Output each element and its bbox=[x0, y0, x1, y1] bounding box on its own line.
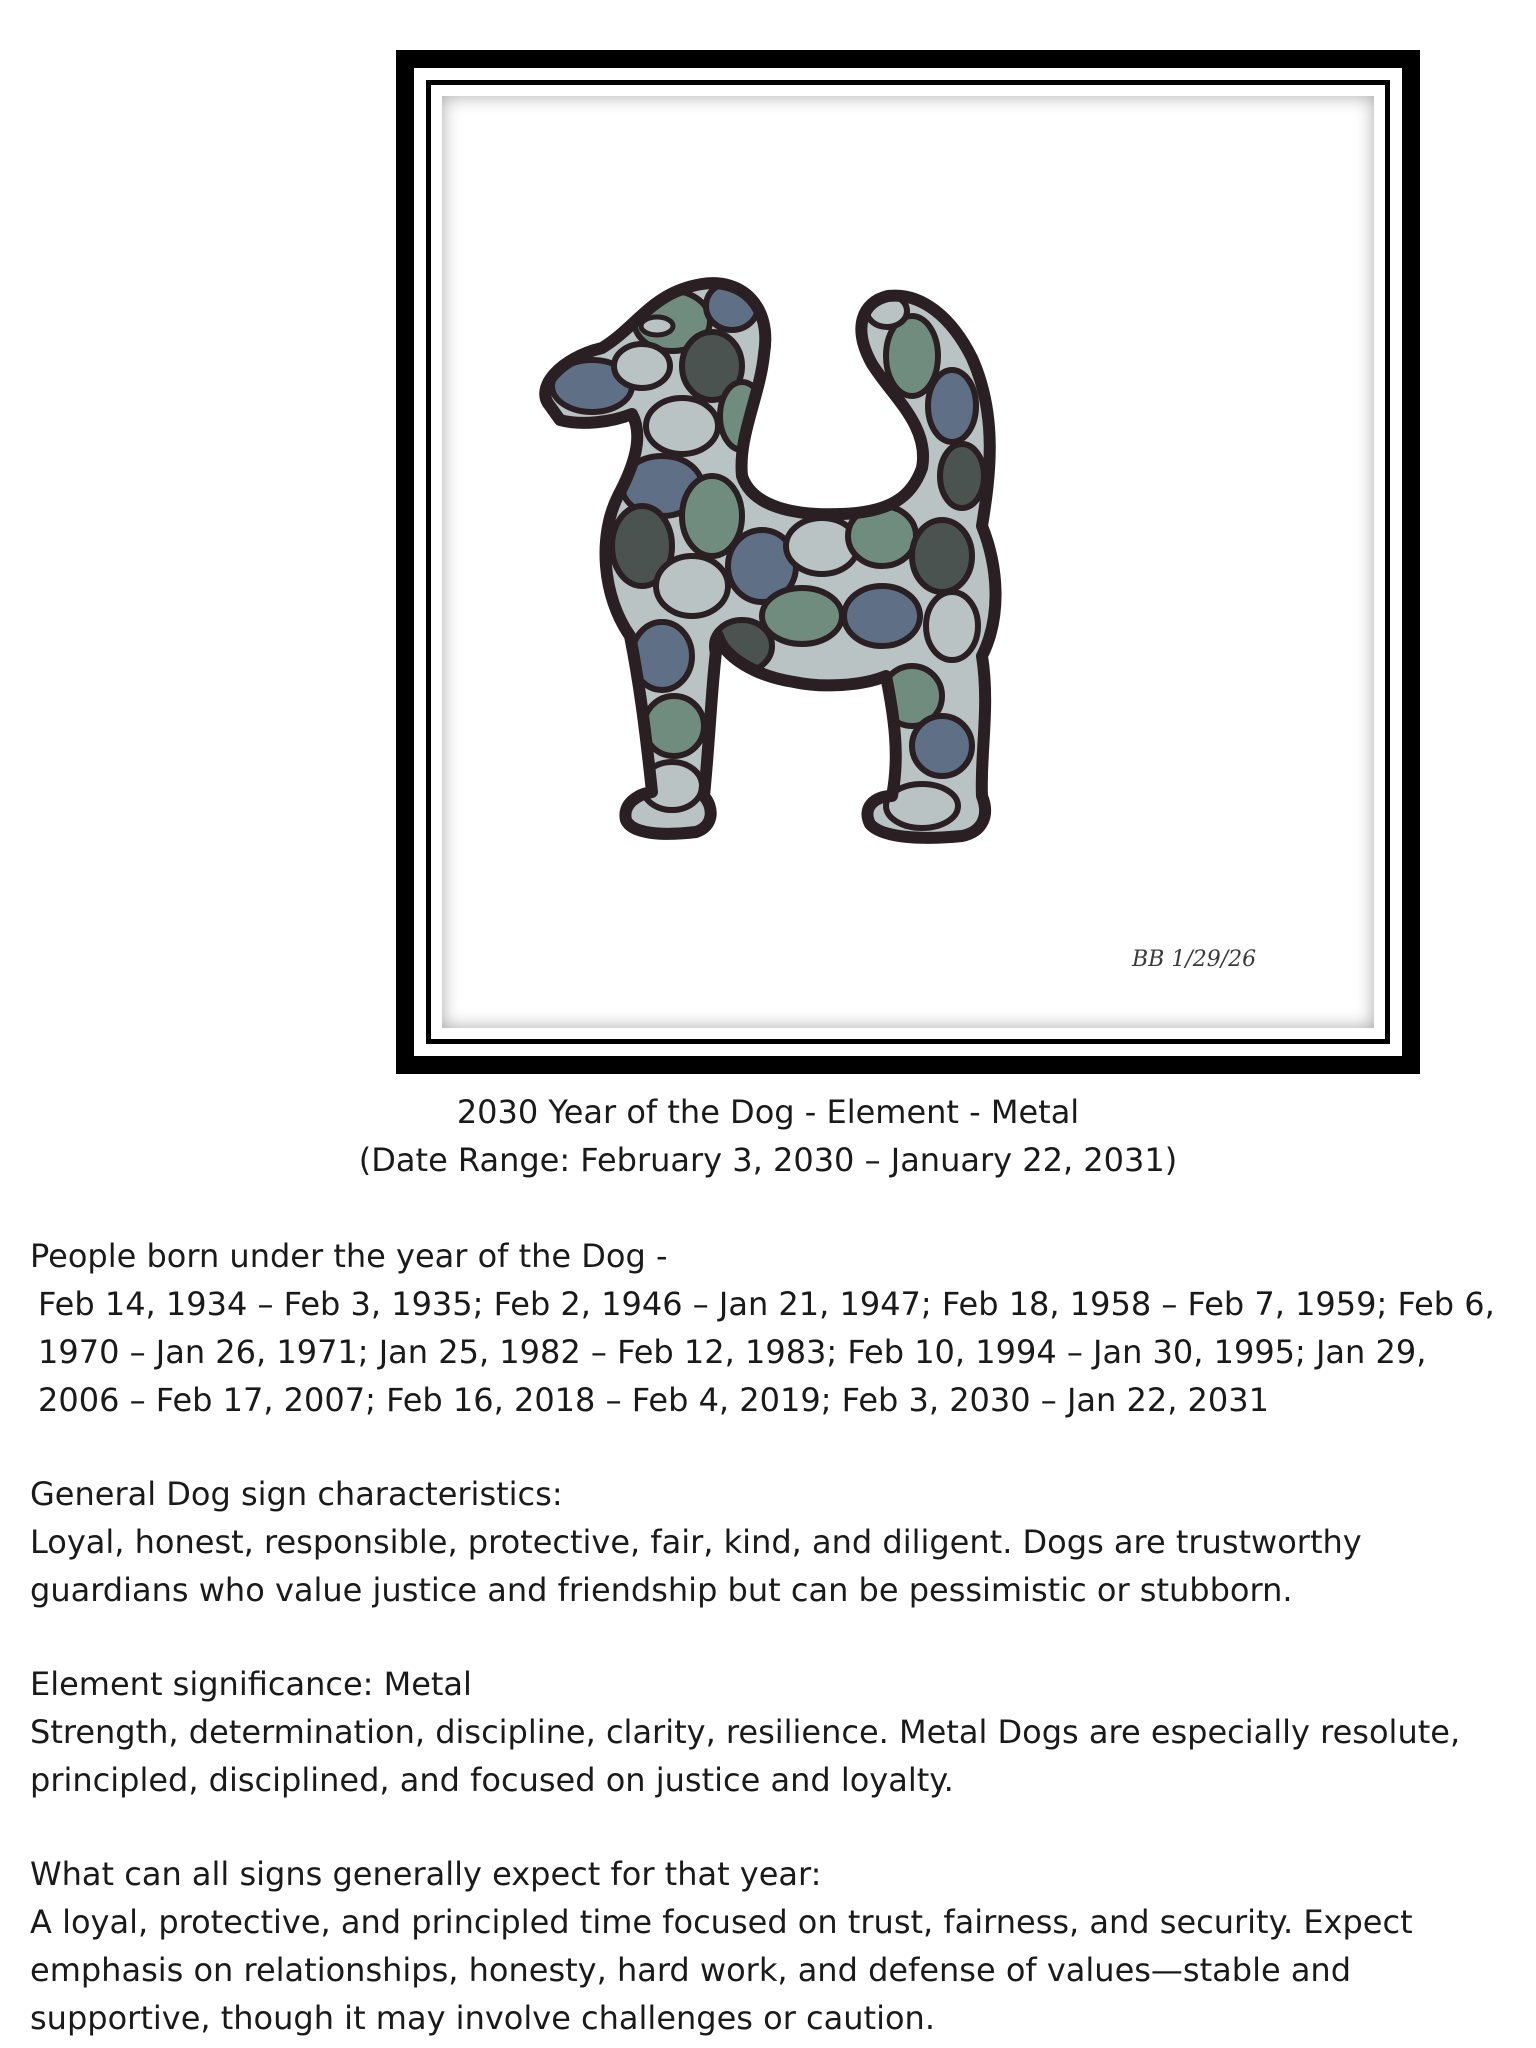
element-heading: Element significance: Metal bbox=[30, 1665, 472, 1703]
general-heading: General Dog sign characteristics: bbox=[30, 1475, 563, 1513]
artwork-frame bbox=[396, 50, 1420, 1074]
element-body: Strength, determination, discipline, clarity, resilience. Metal Dogs are especially resolute, principled, disciplined, and focused on justice and loyalty. bbox=[30, 1713, 1461, 1799]
general-body: Loyal, honest, responsible, protective, fair, kind, and diligent. Dogs are trustworthy guardians who value justice and friendship but can be pessimistic or stubborn. bbox=[30, 1523, 1362, 1609]
dog-mosaic-illustration bbox=[442, 96, 1374, 1028]
expect-heading: What can all signs generally expect for that year: bbox=[30, 1855, 822, 1893]
expect-body: A loyal, protective, and principled time focused on trust, fairness, and security. Expect emphasis on relationships, honesty, hard work, and defense of values—stable and supportive, though it may involve challenges or caution. bbox=[30, 1903, 1413, 2037]
dog-artwork bbox=[442, 96, 1374, 1028]
dog-eye bbox=[641, 317, 673, 335]
born-heading: People born under the year of the Dog - bbox=[30, 1237, 668, 1275]
born-dates: Feb 14, 1934 – Feb 3, 1935; Feb 2, 1946 – Jan 21, 1947; Feb 18, 1958 – Feb 7, 1959; Feb 6, 1970 – Jan 26, 1971; Jan 25, 1982 – Feb 12, 1983; Feb 10, 1994 – Jan 30, 1995; Jan 29, 2006 – Feb 17, 2007; Feb 16, 2018 – Feb 4, 2019; Feb 3, 2030 – Jan 22, 2031 bbox=[38, 1285, 1495, 1419]
caption-date-range: (Date Range: February 3, 2030 – January 22, 2031) bbox=[358, 1141, 1178, 1179]
caption-title: 2030 Year of the Dog - Element - Metal bbox=[456, 1093, 1080, 1131]
artist-signature: BB 1/29/26 bbox=[1132, 947, 1257, 972]
